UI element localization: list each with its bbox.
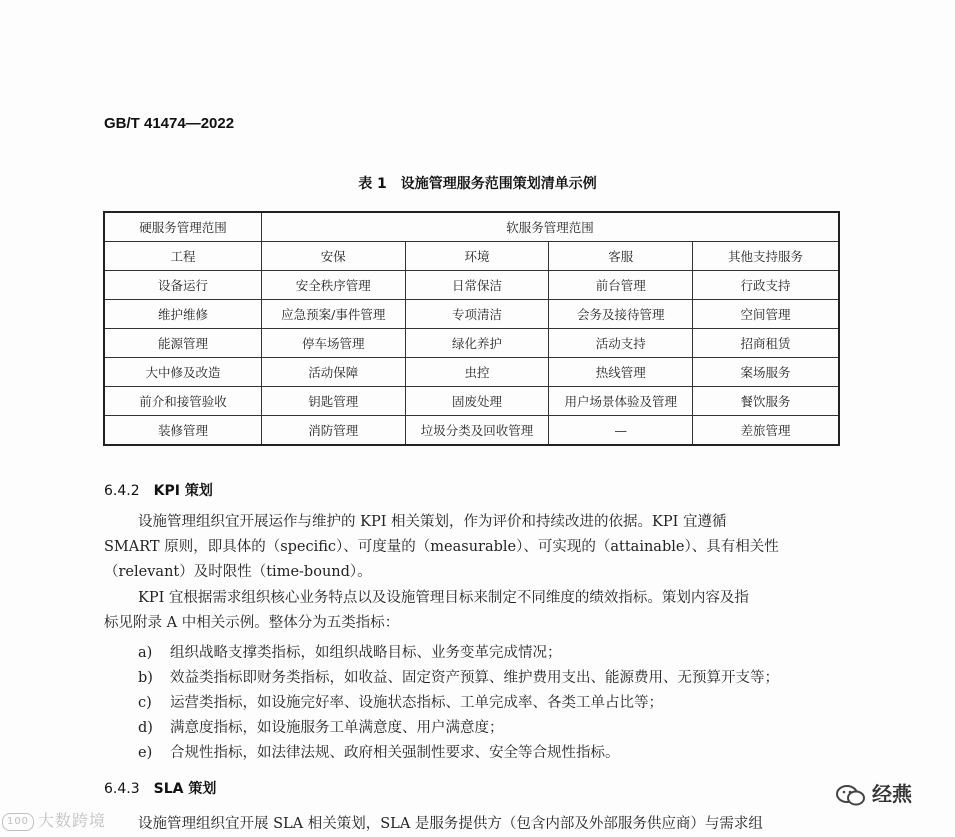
- table-cell: 行政支持: [693, 271, 839, 300]
- section-heading-sla: [104, 778, 216, 798]
- list-item: [138, 716, 838, 737]
- table-cell: 前台管理: [549, 271, 693, 300]
- paragraph-line: 标见附录 A 中相关示例。整体分为五类指标：: [104, 615, 400, 631]
- subheader-cell: 客服: [549, 242, 693, 271]
- table-cell: 虫控: [405, 358, 549, 387]
- table-cell: 案场服务: [693, 358, 839, 387]
- watermark-right: [836, 778, 912, 808]
- table-cell: 用户场景体验及管理: [549, 387, 693, 416]
- table-cell: 会务及接待管理: [549, 300, 693, 329]
- table-subheader-row: [104, 242, 839, 271]
- table-row: [104, 300, 839, 329]
- table-cell: 前介和接管验收: [104, 387, 261, 416]
- table-cell: 应急预案/事件管理: [261, 300, 405, 329]
- table-cell: 专项清洁: [405, 300, 549, 329]
- table-cell: —: [549, 416, 693, 446]
- watermark-right-text: 经燕: [872, 782, 912, 806]
- table-title: 表 1 设施管理服务范围策划清单示例: [358, 176, 597, 192]
- paragraph-line: KPI 宜根据需求组织核心业务特点以及设施管理目标来制定不同维度的绩效指标。策划内容及指: [138, 590, 749, 606]
- table-cell: 空间管理: [693, 300, 839, 329]
- table-row: [104, 329, 839, 358]
- paragraph-line: SMART 原则，即具体的（specific）、可度量的（measurable）、可实现的（attainable）、具有相关性: [104, 539, 779, 555]
- table-cell: 装修管理: [104, 416, 261, 446]
- list-text: 运营类指标，如设施完好率、设施状态指标、工单完成率、各类工单占比等；: [170, 695, 663, 711]
- list-text: 满意度指标，如设施服务工单满意度、用户满意度；: [170, 720, 504, 736]
- service-scope-table: [103, 211, 840, 446]
- table-cell: 大中修及改造: [104, 358, 261, 387]
- paragraph-line: 设施管理组织宜开展 SLA 相关策划，SLA 是服务提供方（包含内部及外部服务供应商）与需求组: [138, 816, 763, 832]
- list-marker: b): [138, 670, 153, 686]
- subheader-cell: 安保: [261, 242, 405, 271]
- list-item: [138, 691, 838, 712]
- list-marker: a): [138, 645, 153, 661]
- list-item: [138, 666, 838, 687]
- table-cell: 热线管理: [549, 358, 693, 387]
- kpi-paragraph-1: [104, 510, 840, 585]
- list-text: 效益类指标即财务类指标，如收益、固定资产预算、维护费用支出、能源费用、无预算开支等；: [170, 670, 779, 686]
- section-heading-kpi: [104, 480, 213, 500]
- table-cell: 绿化养护: [405, 329, 549, 358]
- paragraph-line: （relevant）及时限性（time-bound）。: [104, 564, 372, 580]
- sla-paragraph-1: [104, 812, 840, 837]
- section-number: 6.4.2: [104, 483, 140, 499]
- list-marker: d): [138, 720, 153, 736]
- table-cell: 钥匙管理: [261, 387, 405, 416]
- table-header-row: [104, 212, 839, 242]
- kpi-paragraph-2: [104, 586, 840, 636]
- watermark-left: [2, 808, 106, 831]
- table-cell: 维护维修: [104, 300, 261, 329]
- table-cell: 垃圾分类及回收管理: [405, 416, 549, 446]
- table-row: [104, 271, 839, 300]
- list-text: 合规性指标，如法律法规、政府相关强制性要求、安全等合规性指标。: [170, 745, 620, 761]
- table-cell: 差旅管理: [693, 416, 839, 446]
- list-marker: e): [138, 745, 153, 761]
- table-cell: 日常保洁: [405, 271, 549, 300]
- table-cell: 活动支持: [549, 329, 693, 358]
- subheader-cell: 工程: [104, 242, 261, 271]
- watermark-logo-icon: 100: [2, 813, 34, 831]
- table-cell: 餐饮服务: [693, 387, 839, 416]
- table-row: [104, 416, 839, 446]
- table-cell: 安全秩序管理: [261, 271, 405, 300]
- header-soft-services: 软服务管理范围: [261, 212, 839, 242]
- subheader-cell: 其他支持服务: [693, 242, 839, 271]
- table-cell: 固废处理: [405, 387, 549, 416]
- table-cell: 活动保障: [261, 358, 405, 387]
- section-title: SLA 策划: [153, 781, 217, 797]
- table-row: [104, 387, 839, 416]
- list-item: [138, 641, 838, 662]
- paragraph-line: 设施管理组织宜开展运作与维护的 KPI 相关策划，作为评价和持续改进的依据。KPI 宜遵循: [138, 514, 727, 530]
- list-marker: c): [138, 695, 152, 711]
- table-cell: 招商租赁: [693, 329, 839, 358]
- list-text: 组织战略支撑类指标，如组织战略目标、业务变革完成情况；: [170, 645, 562, 661]
- subheader-cell: 环境: [405, 242, 549, 271]
- table-cell: 能源管理: [104, 329, 261, 358]
- section-number: 6.4.3: [104, 781, 140, 797]
- table-cell: 消防管理: [261, 416, 405, 446]
- table-cell: 停车场管理: [261, 329, 405, 358]
- table-row: [104, 358, 839, 387]
- wechat-icon: [836, 784, 866, 808]
- standard-code: GB/T 41474—2022: [104, 115, 235, 132]
- table-cell: 设备运行: [104, 271, 261, 300]
- watermark-left-text: 大数跨境: [38, 811, 107, 830]
- list-item: [138, 741, 838, 762]
- section-title: KPI 策划: [153, 483, 213, 499]
- header-hard-services: 硬服务管理范围: [104, 212, 261, 242]
